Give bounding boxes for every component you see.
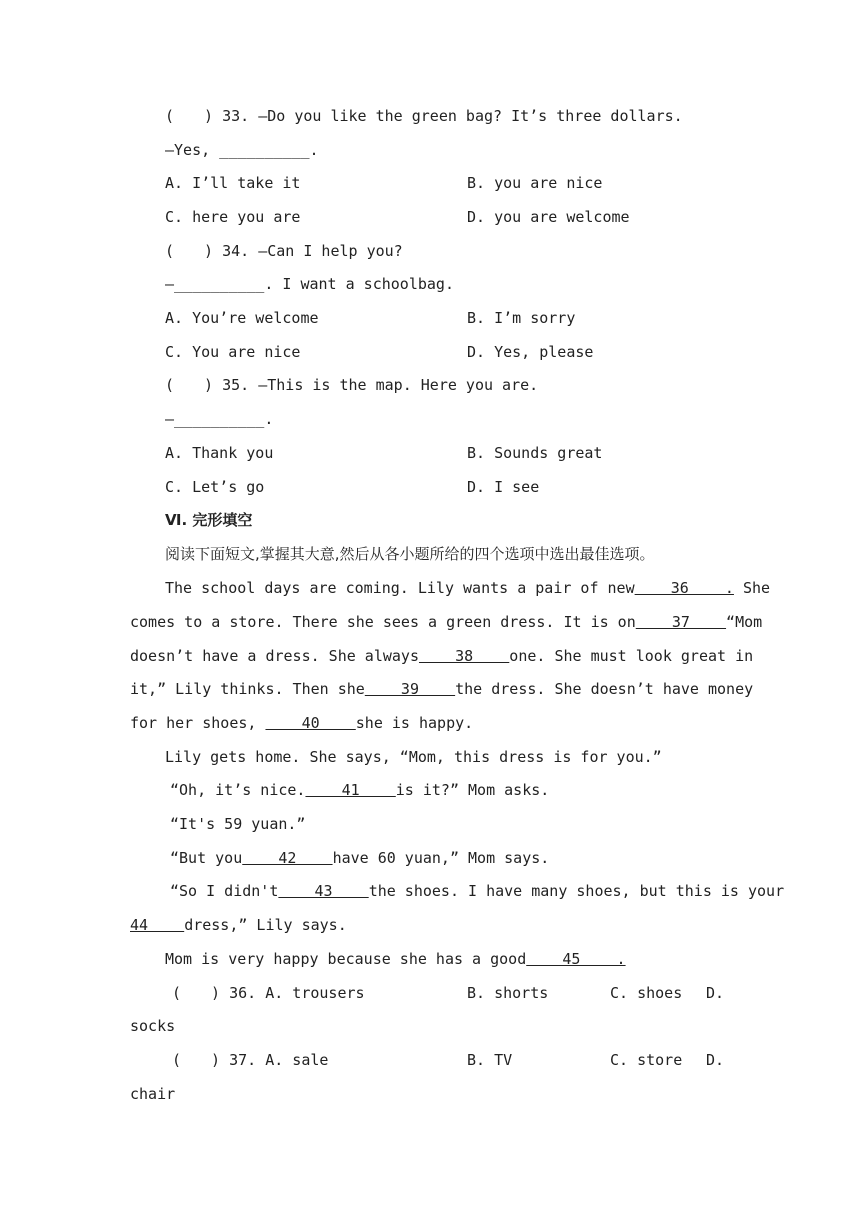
q33-option-b: B. you are nice: [467, 174, 603, 192]
q34-option-d: D. Yes, please: [467, 343, 594, 361]
passage-line: Mom is very happy because she has a good 45 .: [165, 950, 626, 968]
q35-option-a: A. Thank you: [165, 444, 274, 462]
passage-line: “It's 59 yuan.”: [170, 815, 306, 833]
question-35-stem: ( ) 35. —This is the map. Here you are.: [165, 376, 539, 394]
q33-option-d: D. you are welcome: [467, 208, 630, 226]
q36-option-a: ( ) 36. A. trousers: [172, 984, 365, 1002]
passage-line: The school days are coming. Lily wants a pair of new 36 . She: [165, 579, 771, 597]
q37-option-d-label: D.: [706, 1051, 725, 1069]
q35-option-b: B. Sounds great: [467, 444, 603, 462]
blank-40: 40: [265, 714, 356, 732]
blank-45: 45 .: [526, 950, 626, 968]
passage-line: “But you 42 have 60 yuan,” Mom says.: [170, 849, 550, 867]
passage-line: “Oh, it’s nice. 41 is it?” Mom asks.: [170, 781, 550, 799]
blank-41: 41: [305, 781, 396, 799]
passage-line: Lily gets home. She says, “Mom, this dress is for you.”: [165, 748, 662, 766]
q35-option-c: C. Let’s go: [165, 478, 265, 496]
q36-option-d-text: socks: [130, 1017, 176, 1035]
q34-option-b: B. I’m sorry: [467, 309, 576, 327]
question-35-reply: —__________.: [165, 410, 274, 428]
question-33-stem: ( ) 33. —Do you like the green bag? It’s three dollars.: [165, 107, 683, 125]
q36-option-c: C. shoes: [610, 984, 683, 1002]
blank-39: 39: [364, 680, 456, 698]
question-34-reply: —__________. I want a schoolbag.: [165, 275, 454, 293]
passage-line: 44 dress,” Lily says.: [130, 916, 347, 934]
q34-option-c: C. You are nice: [165, 343, 301, 361]
passage-line: “So I didn't 43 the shoes. I have many shoes, but this is your: [170, 882, 785, 900]
q36-option-b: B. shorts: [467, 984, 549, 1002]
blank-37: 37: [635, 613, 727, 631]
blank-43: 43: [278, 882, 369, 900]
q37-option-a: ( ) 37. A. sale: [172, 1051, 329, 1069]
q37-option-c: C. store: [610, 1051, 683, 1069]
q36-option-d-label: D.: [706, 984, 725, 1002]
passage-line: doesn’t have a dress. She always 38 one. She must look great in: [130, 647, 754, 665]
section-instruction: 阅读下面短文,掌握其大意,然后从各小题所给的四个选项中选出最佳选项。: [165, 545, 655, 563]
q34-option-a: A. You’re welcome: [165, 309, 319, 327]
q37-option-d-text: chair: [130, 1085, 176, 1103]
q33-option-c: C. here you are: [165, 208, 301, 226]
q37-option-b: B. TV: [467, 1051, 513, 1069]
question-33-reply: —Yes, __________.: [165, 141, 319, 159]
question-34-stem: ( ) 34. —Can I help you?: [165, 242, 403, 260]
passage-line: it,” Lily thinks. Then she 39 the dress. She doesn’t have money: [130, 680, 754, 698]
q35-option-d: D. I see: [467, 478, 540, 496]
blank-44: 44: [130, 916, 185, 934]
passage-line: for her shoes, 40 she is happy.: [130, 714, 474, 732]
blank-36: 36 .: [634, 579, 734, 597]
blank-42: 42: [242, 849, 333, 867]
passage-line: comes to a store. There she sees a green dress. It is on 37 “Mom: [130, 613, 763, 631]
section-title: Ⅵ. 完形填空: [165, 511, 253, 529]
q33-option-a: A. I’ll take it: [165, 174, 301, 192]
blank-38: 38: [418, 647, 510, 665]
